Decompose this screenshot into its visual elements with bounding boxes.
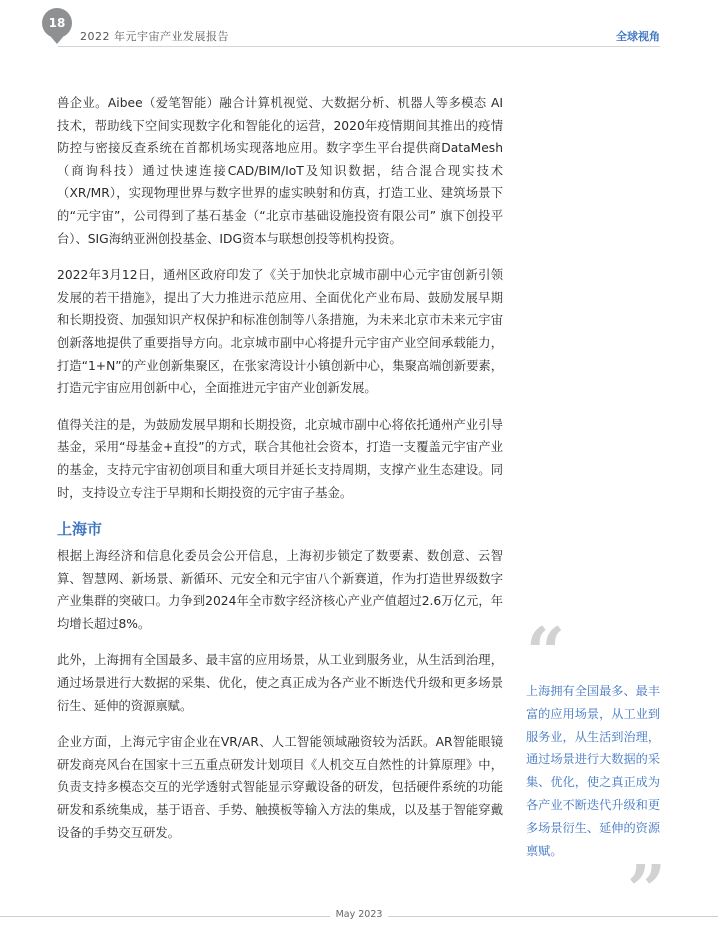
pull-quote [526,613,666,932]
footer-divider-left [0,916,330,917]
close-quote-mark: ” [626,851,666,932]
page-number: 18 [48,16,66,30]
paragraph-shanghai-scenarios: 此外，上海拥有全国最多、最丰富的应用场景，从工业到服务业，从生活到治理，通过场景进行大数据的采集、优化，使之真正成为各产业不断迭代升级和更多场景衍生、延伸的资源禀赋。 [57,653,503,713]
paragraph-tongzhou-fund: 值得关注的是，为鼓励发展早期和长期投资，北京城市副中心将依托通州产业引导基金，采用“母基金+直投”的方式，联合其他社会资本，打造一支覆盖元宇宙产业的基金，支持元宇宙初创项目和重大项目并延长支持周期，支撑产业生态建设。同时，支持设立专注于早期和长期投资的元宇宙子基金。 [57,417,503,500]
paragraph-beijing-companies: 兽企业。Aibee（爱笔智能）融合计算机视觉、大数据分析、机器人等多模态 AI 技术，帮助线下空间实现数字化和智能化的运营，2020年疫情期间其推出的疫情防控与密接反查系统在首都机场实现落地应用。数字孪生平台提供商DataMesh（商询科技）通过快速连接CAD/BIM/IoT及知识数据，结合混合现实技术（XR/MR），实现物理世界与数字世界的虚实映射和仿真，打造工业、建筑场景下的“元宇宙”，公司得到了基石基金（“北京市基础设施投资有限公司” 旗下创投平台）、SIG海纳亚洲创投基金、IDG资本与联想创投等机构投资。 [57,96,503,246]
footer-date: May 2023 [335,909,383,920]
paragraph-tongzhou-policy: 2022年3月12日，通州区政府印发了《关于加快北京城市副中心元宇宙创新引领发展的若干措施》，提出了大力推进示范应用、全面优化产业布局、鼓励发展早期和长期投资、加强知识产权保护和标准创制等八条措施，为未来北京市未来元宇宙创新落地提供了重要指导方向。北京城市副中心将提升元宇宙产业空间承载能力，打造“1+N”的产业创新集聚区，在张家湾设计小镇创新中心，集聚高端创新要素，打造元宇宙应用创新中心，全面推进元宇宙产业创新发展。 [57,268,503,396]
pull-quote-text: 上海拥有全国最多、最丰富的应用场景，从工业到服务业，从生活到治理，通过场景进行大数据的采集、优化，使之真正成为各产业不断迭代升级和更多场景衍生、延伸的资源禀赋。 [526,684,661,858]
page-number-badge [42,8,72,38]
paragraph-shanghai-tracks: 根据上海经济和信息化委员会公开信息，上海初步锁定了数要素、数创意、云智算、智慧网、新场景、新循环、元安全和元宇宙八个新赛道，作为打造世界级数字产业集群的突破口。力争到2024年全市数字经济核心产业产值超过2.6万亿元，年均增长超过8%。 [57,549,503,631]
report-title: 2022 年元宇宙产业发展报告 [80,30,229,43]
section-label: 全球视角 [616,30,660,43]
header-divider [58,46,660,47]
open-quote-mark: “ [526,613,566,693]
section-heading-shanghai: 上海市 [57,520,103,539]
footer-divider-right [388,916,718,917]
paragraph-shanghai-enterprises: 企业方面，上海元宇宙企业在VR/AR、人工智能领域融资较为活跃。AR智能眼镜研发商亮风台在国家十三五重点研发计划项目《人机交互自然性的计算原理》中，负责支持多模态交互的光学透射式智能显示穿戴设备的研发，包括硬件系统的功能研发和系统集成，基于语音、手势、触摸板等输入方法的集成，以及基于智能穿戴设备的手势交互研发。 [57,735,503,840]
main-content [57,92,503,858]
